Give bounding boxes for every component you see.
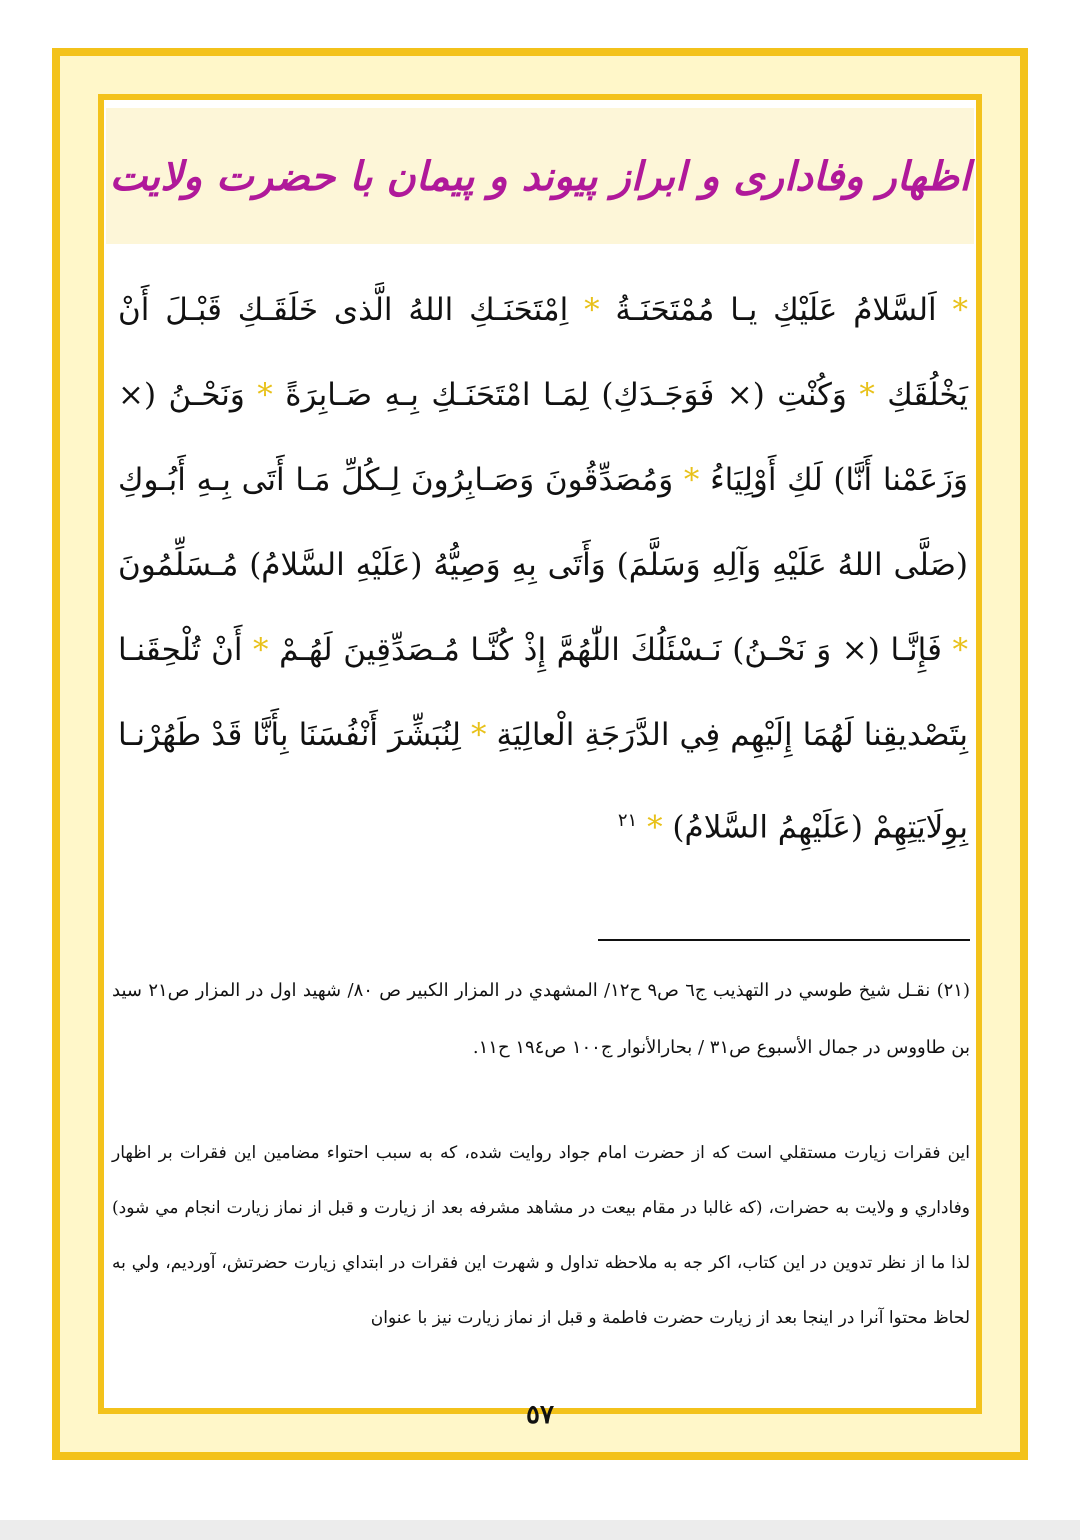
prayer-body: * اَلسَّلامُ عَلَيْكِ يـا مُمْتَحَنَـةُ * اِمْتَحَنَـكِ اللهُ الَّذى خَلَقَـكِ قَبْـلَ أَنْ يَخْلُقَكِ * وَكُنْتِ (× فَوَجَـدَكِ) لِمَـا امْتَحَنَـكِ بِـهِ صَـابِرَةً * وَنَحْـنُ (× وَزَعَمْنا أَنَّا) لَكِ أَوْلِيَاءُ * وَمُصَدِّقُونَ وَصَـابِرُونَ لِـكُلِّ مَـا أَتَى بِـهِ أَبُـوكِ (صَلَّى اللهُ عَلَيْهِ وَآلِهِ وَسَلَّمَ) وَأَتَى بِهِ وَصِيُّهُ (عَلَيْهِ السَّلامُ) مُـسَلِّمُونَ * فَإِنَّـا (× وَ نَحْـنُ) نَـسْئَلُكَ اللّٰهُمَّ إِذْ كُنَّـا مُـصَدِّقِينَ لَهُـمْ * أَنْ تُلْحِقَنـا بِتَصْديقِنا لَهُمَا إِلَيْهِم فِي الدَّرَجَةِ الْعالِيَةِ * لِنُبَشِّرَ أَنْفُسَنَا بِأَنَّا قَدْ طَهُرْنـا بِوِلَايَتِهِمْ (عَلَيْهِمُ السَّلامُ) * <box>118 292 968 846</box>
asterisk-marker: * <box>253 632 269 668</box>
asterisk-marker: * <box>584 292 600 328</box>
asterisk-marker: * <box>470 717 487 753</box>
explanatory-note: اين فقرات زيارت مستقلي است كه از حضرت امام جواد روايت شده، كه به سبب احتواء مضامين اين فقرات بر اظهار وفاداري و ولايت به حضرات، (كه غالبا در مقام بيعت در مشاهد مشرفه بعد از زيارت و قبل از نماز زيارت انجام مي شود) لذا ما از نظر تدوين در اين كتاب، اكر جه به ملاحظه تداول و شهرت اين فقرات در ابتداي زيارت حضرتش، آورديم، ولي به لحاظ محتوا آنرا در اينجا بعد از زيارت حضرت فاطمة و قبل از نماز زيارت نيز با عنوان <box>112 1143 970 1328</box>
footnote-reference: ٢١ <box>617 810 638 831</box>
asterisk-marker: * <box>859 377 875 413</box>
footnote-divider <box>598 939 970 941</box>
prayer-text <box>118 268 968 870</box>
page-title: اظهار وفاداری و ابراز پیوند و پیمان با حضرت ولایت <box>109 152 971 200</box>
page-number: ٥٧ <box>526 1400 554 1430</box>
asterisk-marker: * <box>952 292 968 328</box>
asterisk-marker: * <box>257 377 273 413</box>
title-banner <box>106 108 974 244</box>
asterisk-marker: * <box>952 632 968 668</box>
footnote-text: (٢١) نقـل شيخ طوسي در التهذيب ج٦ ص٩ ح١٢/ المشهدي در المزار الكبير ص ٨٠/ شهيد اول در المزار ص٢١ سيد بن طاووس در جمال الأسبوع ص٣١ / بحارالأنوار ج١٠٠ ص١٩٤ ح١١. <box>112 980 971 1058</box>
prayer-paragraph <box>118 268 968 870</box>
asterisk-marker: * <box>647 809 663 846</box>
asterisk-marker: * <box>683 462 700 498</box>
